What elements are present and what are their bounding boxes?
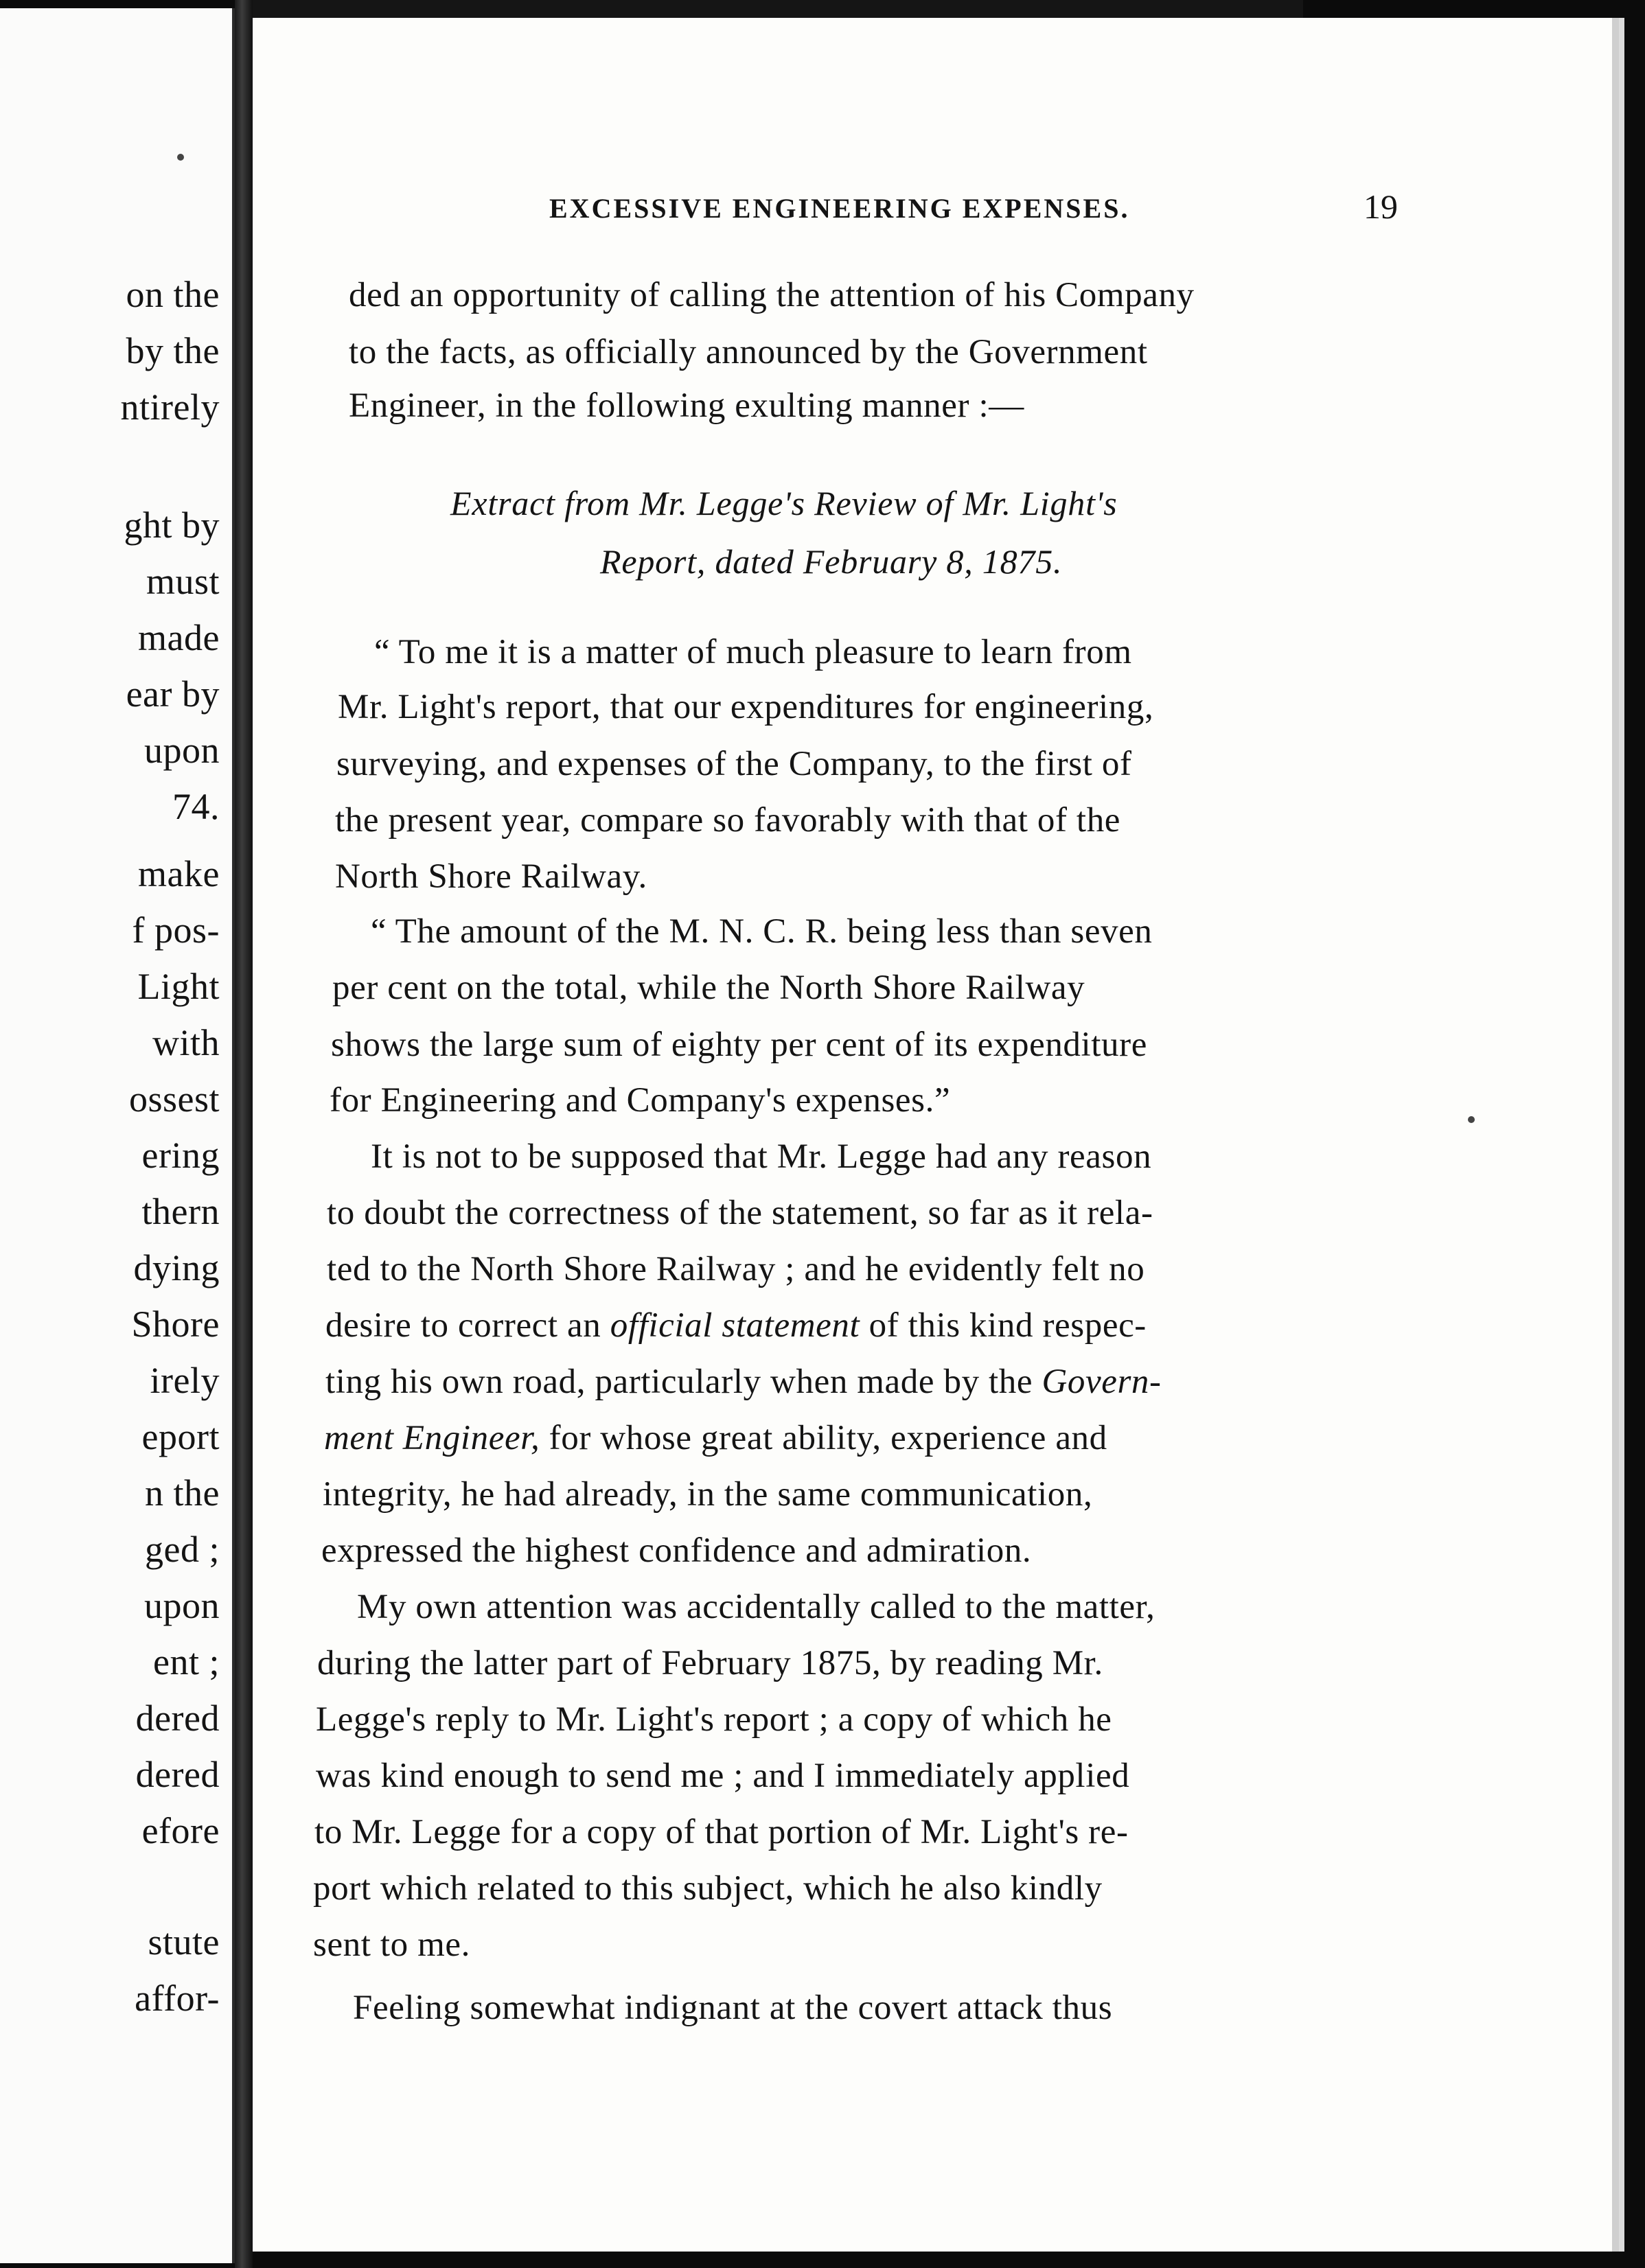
left-page-line: dered (135, 1698, 220, 1739)
body-line: expressed the highest confidence and admiration. (321, 1531, 1032, 1570)
left-page-line: thern (141, 1191, 220, 1232)
emphasis-run: Govern- (1042, 1363, 1162, 1401)
left-page-line: dying (133, 1247, 220, 1288)
left-page-line: 74. (172, 786, 220, 827)
left-page-line: must (146, 561, 220, 602)
quote-line: Mr. Light's report, that our expenditures for engineering, (338, 688, 1154, 726)
body-line: ded an opportunity of calling the attention of his Company (349, 276, 1195, 314)
body-line: during the latter part of February 1875, by reading Mr. (317, 1644, 1103, 1682)
left-page-line: ntirely (120, 386, 220, 428)
extract-title: Extract from Mr. Legge's Review of Mr. Light's (450, 484, 1118, 522)
text-run: for whose great ability, experience and (540, 1419, 1107, 1457)
quote-line: for Engineering and Company's expenses.” (330, 1081, 951, 1120)
left-page-line: upon (144, 730, 220, 771)
quote-line: North Shore Railway. (335, 857, 647, 896)
body-line: integrity, he had already, in the same communication, (323, 1475, 1093, 1514)
left-page-line: Light (137, 966, 220, 1007)
page-number: 19 (1364, 187, 1398, 226)
left-page-line: by the (126, 330, 220, 371)
left-page-line: ossest (128, 1078, 220, 1120)
quote-line: “ The amount of the M. N. C. R. being less than seven (371, 912, 1153, 951)
left-page-line: make (138, 853, 220, 894)
left-page-line: on the (126, 274, 220, 315)
left-page-line: dered (135, 1754, 220, 1795)
left-page-line: ering (141, 1135, 220, 1176)
left-page-line: efore (141, 1810, 220, 1851)
quote-line: the present year, compare so favorably with that of the (335, 801, 1121, 840)
left-page-line: Shore (131, 1304, 220, 1345)
emphasis-run: official statement (610, 1306, 860, 1345)
body-line (324, 1421, 1107, 1456)
left-page-line: ent ; (153, 1641, 220, 1682)
page-header (299, 177, 1398, 225)
body-line: to Mr. Legge for a copy of that portion of Mr. Light's re- (314, 1813, 1129, 1851)
body-line: Feeling somewhat indignant at the covert attack thus (353, 1989, 1113, 2027)
body-line: to the facts, as officially announced by the Government (349, 333, 1148, 371)
left-page-fragment (0, 8, 235, 2263)
left-page-line: ged ; (145, 1529, 220, 1570)
left-page-line: n the (145, 1472, 220, 1514)
left-page-line: with (152, 1022, 220, 1063)
body-line: It is not to be supposed that Mr. Legge had any reason (371, 1137, 1152, 1176)
left-page-line: f pos- (132, 910, 220, 951)
body-line: Legge's reply to Mr. Light's report ; a copy of which he (316, 1700, 1112, 1739)
left-page-line: eport (141, 1416, 220, 1457)
emphasis-run: ment Engineer, (324, 1419, 540, 1457)
body-line: Engineer, in the following exulting manner :— (349, 386, 1024, 425)
left-page-line: irely (150, 1360, 220, 1401)
running-head: EXCESSIVE ENGINEERING EXPENSES. (549, 193, 1130, 224)
book-gutter (235, 0, 253, 2268)
extract-title: Report, dated February 8, 1875. (600, 542, 1063, 581)
body-line: My own attention was accidentally called to the matter, (357, 1588, 1155, 1626)
left-page-line: made (138, 617, 220, 658)
quote-line: per cent on the total, while the North Shore Railway (332, 969, 1085, 1007)
body-line: to doubt the correctness of the statement, so far as it rela- (327, 1194, 1153, 1232)
body-line: sent to me. (313, 1925, 470, 1964)
body-line: port which related to this subject, which he also kindly (313, 1869, 1103, 1908)
text-run: desire to correct an (325, 1306, 610, 1345)
left-page-line: stute (148, 1921, 220, 1963)
text-run: ting his own road, particularly when made by the (325, 1363, 1042, 1401)
body-line: ted to the North Shore Railway ; and he evidently felt no (327, 1250, 1145, 1288)
left-page-line: upon (144, 1585, 220, 1626)
quote-line: shows the large sum of eighty per cent of its expenditure (331, 1026, 1147, 1064)
ink-speck (1468, 1116, 1475, 1123)
body-line (325, 1365, 1162, 1400)
body-line: was kind enough to send me ; and I immediately applied (316, 1757, 1130, 1795)
quote-line: “ To me it is a matter of much pleasure to learn from (374, 633, 1132, 671)
left-page-line: ght by (124, 505, 220, 546)
quote-line: surveying, and expenses of the Company, to the first of (336, 745, 1132, 783)
ink-speck (177, 154, 184, 161)
left-page-line: affor- (135, 1978, 220, 2019)
text-run: of this kind respec- (860, 1306, 1147, 1345)
scan-edge (253, 0, 1303, 18)
body-line (325, 1308, 1147, 1343)
left-page-line: ear by (126, 673, 220, 715)
